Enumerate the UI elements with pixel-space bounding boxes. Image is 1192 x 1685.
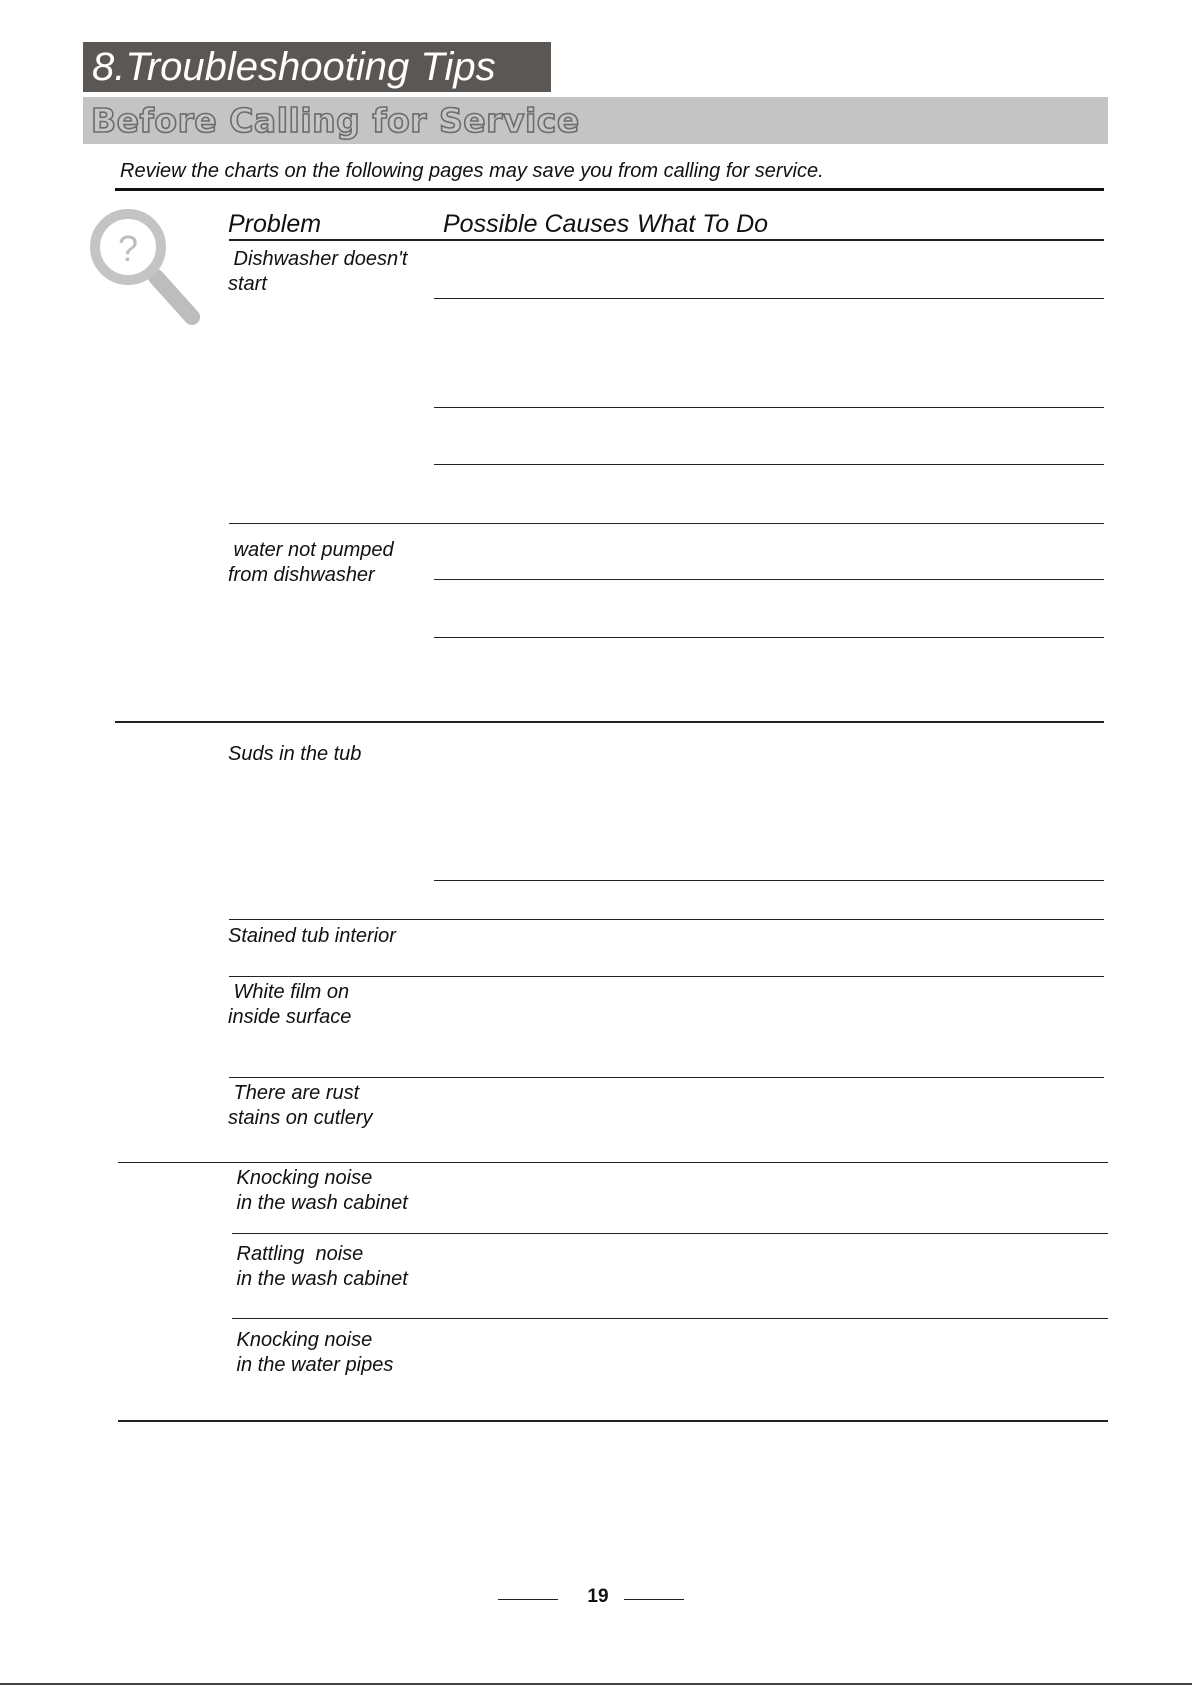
row-divider bbox=[232, 1233, 1108, 1234]
problem-cell: Knocking noise in the wash cabinet bbox=[236, 1167, 408, 1214]
row-divider bbox=[434, 298, 1104, 299]
column-header-what-to-do: What To Do bbox=[637, 210, 769, 238]
row-divider bbox=[229, 976, 1104, 977]
footer-rule-right bbox=[624, 1599, 684, 1600]
footer-rule-left bbox=[498, 1599, 558, 1600]
row-divider bbox=[434, 637, 1104, 638]
column-header-possible-causes: Possible Causes bbox=[443, 210, 630, 238]
intro-text: Review the charts on the following pages may save you from calling for service. bbox=[120, 160, 824, 182]
problem-cell: White film on inside surface bbox=[228, 981, 352, 1028]
table-bottom-rule bbox=[118, 1420, 1108, 1422]
problem-cell: water not pumped from dishwasher bbox=[228, 539, 394, 586]
problem-cell: Suds in the tub bbox=[228, 743, 362, 765]
section-divider bbox=[115, 721, 1104, 723]
header-rule bbox=[229, 239, 1104, 241]
row-divider bbox=[434, 579, 1104, 580]
row-divider bbox=[229, 919, 1104, 920]
problem-cell: Dishwasher doesn't start bbox=[228, 248, 408, 295]
page-number: 19 bbox=[587, 1586, 609, 1607]
row-divider bbox=[229, 523, 1104, 524]
intro-rule bbox=[115, 188, 1104, 191]
row-divider bbox=[434, 464, 1104, 465]
section-title: 8.Troubleshooting Tips bbox=[83, 42, 551, 92]
problem-cell: Rattling noise in the wash cabinet bbox=[236, 1243, 408, 1290]
column-header-problem: Problem bbox=[228, 210, 322, 238]
problem-cell: There are rust stains on cutlery bbox=[228, 1082, 373, 1129]
row-divider bbox=[232, 1318, 1108, 1319]
problem-cell: Stained tub interior bbox=[228, 925, 396, 947]
row-divider bbox=[229, 1077, 1104, 1078]
magnifier-question-icon bbox=[88, 205, 208, 330]
row-divider bbox=[434, 407, 1104, 408]
svg-text:?: ? bbox=[117, 228, 139, 269]
subtitle-banner bbox=[83, 97, 1108, 144]
subtitle-text: Before Calling for Service bbox=[91, 101, 580, 140]
problem-cell: Knocking noise in the water pipes bbox=[236, 1329, 394, 1376]
section-divider bbox=[118, 1162, 1108, 1163]
row-divider bbox=[434, 880, 1104, 881]
